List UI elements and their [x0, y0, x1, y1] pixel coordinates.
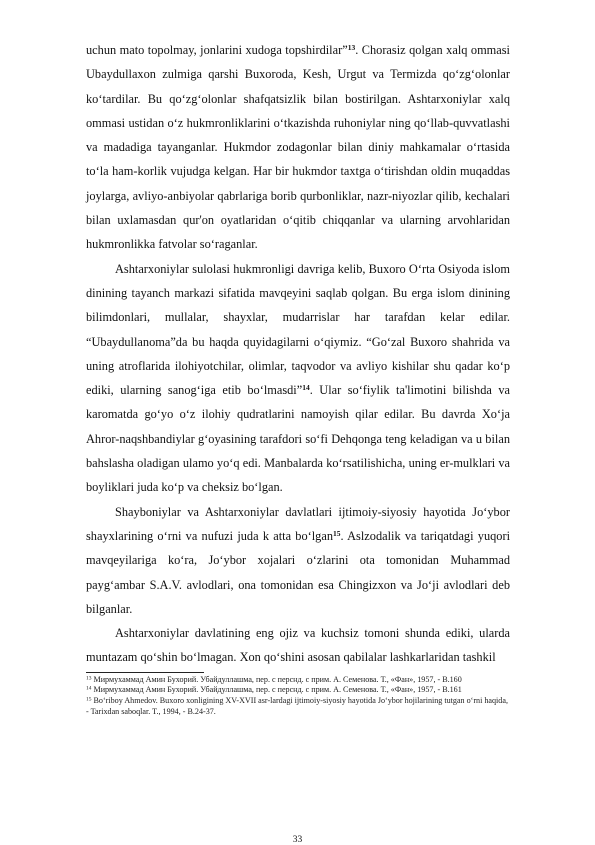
paragraph-1	[86, 38, 510, 257]
page-body	[86, 38, 510, 718]
paragraph-text: . Ular so‘fiylik ta'limotini bilishda va karomatda go‘yo o‘z ilohiy qudratlarini namoyish qilar edilar. Bu davrda Xo‘ja Ahror-naqshbandiylar g‘oyasining tarafdori so‘fi Dehqonga teng keladigan va u bilan bahslasha oladigan ulamo yo‘q edi. Manbalarda ko‘rsatilishicha, uning er-mulklari va boyliklari juda ko‘p va cheksiz bo‘lgan.	[86, 383, 510, 495]
paragraph-2	[86, 257, 510, 500]
paragraph-4: Ashtarxoniylar davlatining eng ojiz va kuchsiz tomoni shunda ediki, ularda muntazam qo‘shin bo‘lmagan. Xon qo‘shini asosan qabilalar lashkarlaridan tashkil	[86, 626, 510, 665]
footnote-15	[86, 696, 510, 717]
paragraph-text: . Chorasiz qolgan xalq ommasi Ubaydullaxon zulmiga qarshi Buxoroda, Kesh, Urgut va Termizda qo‘zg‘olonlar ko‘tardilar. Bu qo‘zg‘olonlar shafqatsizlik bilan bostirilgan. Ashtarxoniylar xalq ommasi ustidan o‘z hukmronliklarini o‘tkazishda ruhoniylar ning qo‘llab-quvvatlashi va madadiga tayanganlar. Hukmdor zodagonlar bilan diniy mahkamalar o‘rtasida to‘la ham-korlik vujudga kelgan. Har bir hukmdor taxtga o‘tirishdan oldin muqaddas joylarga, avliyo-anbiyolar qabrlariga borib qurbonliklar, nazr-niyozlar qilib, kechalari bilan uxlamasdan qur'on oyatlaridan o‘qitib chiqqanlar va ularning arvohlaridan hukmronlikka fatvolar so‘raganlar.	[86, 43, 510, 252]
paragraph-text: Ashtarxoniylar sulolasi hukmronligi davriga kelib, Buxoro O‘rta Osiyoda islom dinining tayanch markazi sifatida mavqeyini saqlab qolgan. Bu erga islom dinining bilimdonlari, mullalar, shayxlar, mudarrislar har tarafdan kelar edilar. “Ubaydullanoma”da bu haqda quyidagilarni o‘qiymiz. “Go‘zal Buxoro shahrida va uning atroflarida ilohiyotchilar, olimlar, taqvodor va avliyo kishilar shu qadar ko‘p ediki, ularning sanog‘iga etib bo‘lmasdi”	[86, 261, 510, 398]
footnote-14	[86, 685, 510, 696]
footnote-number: 13	[86, 675, 92, 682]
footnote-text: Мирмухаммад Амин Бухорий. Убайдуллашма, пер. с перснд. с прим. А. Семенова. Т., «Фан», 1957, - В.161	[93, 685, 462, 695]
footnotes	[86, 675, 510, 718]
paragraph-text: . Aslzodalik va tariqatdagi yuqori mavqeyilariga ko‘ra, Jo‘ybor xojalari o‘zlarini ota tomonidan Muhammad payg‘ambar S.A.V. avlodlari, ona tomonidan esa Chingizxon va Jo‘ji avlodlari deb bilganlar.	[86, 528, 511, 616]
footnote-13	[86, 675, 510, 686]
footnote-text: Мирмухаммад Амин Бухорий. Убайдуллашма, пер. с перснд. с прим. А. Семенова. Т., «Фан», 1957, - В.160	[93, 674, 462, 684]
footnote-divider	[86, 672, 204, 673]
footnote-text: Bo‘riboy Ahmedov. Buxoro xonligining XV-XVII asr-lardagi ijtimoiy-siyosiy hayotida Jo‘ybor hojilarining tutgan o‘rni haqida, - Tarixdan saboqlar. T., 1994, - B.24-37.	[86, 696, 508, 716]
footnote-ref-13[interactable]: 13	[347, 43, 356, 52]
page-number: 33	[292, 835, 303, 845]
footnote-ref-14[interactable]: 14	[302, 383, 310, 393]
footnote-ref-15[interactable]: 15	[333, 528, 341, 538]
paragraph-3	[86, 500, 510, 621]
paragraph-text: Shayboniylar va Ashtarxoniylar davlatlari ijtimoiy-siyosiy hayotida Jo‘ybor shayxlarining o‘rni va nufuzi juda k atta bo‘lgan	[86, 504, 510, 543]
footnote-number: 14	[86, 685, 92, 692]
paragraph-text: uchun mato topolmay, jonlarini xudoga topshirdilar”	[86, 43, 348, 57]
footnote-number: 15	[86, 696, 92, 703]
